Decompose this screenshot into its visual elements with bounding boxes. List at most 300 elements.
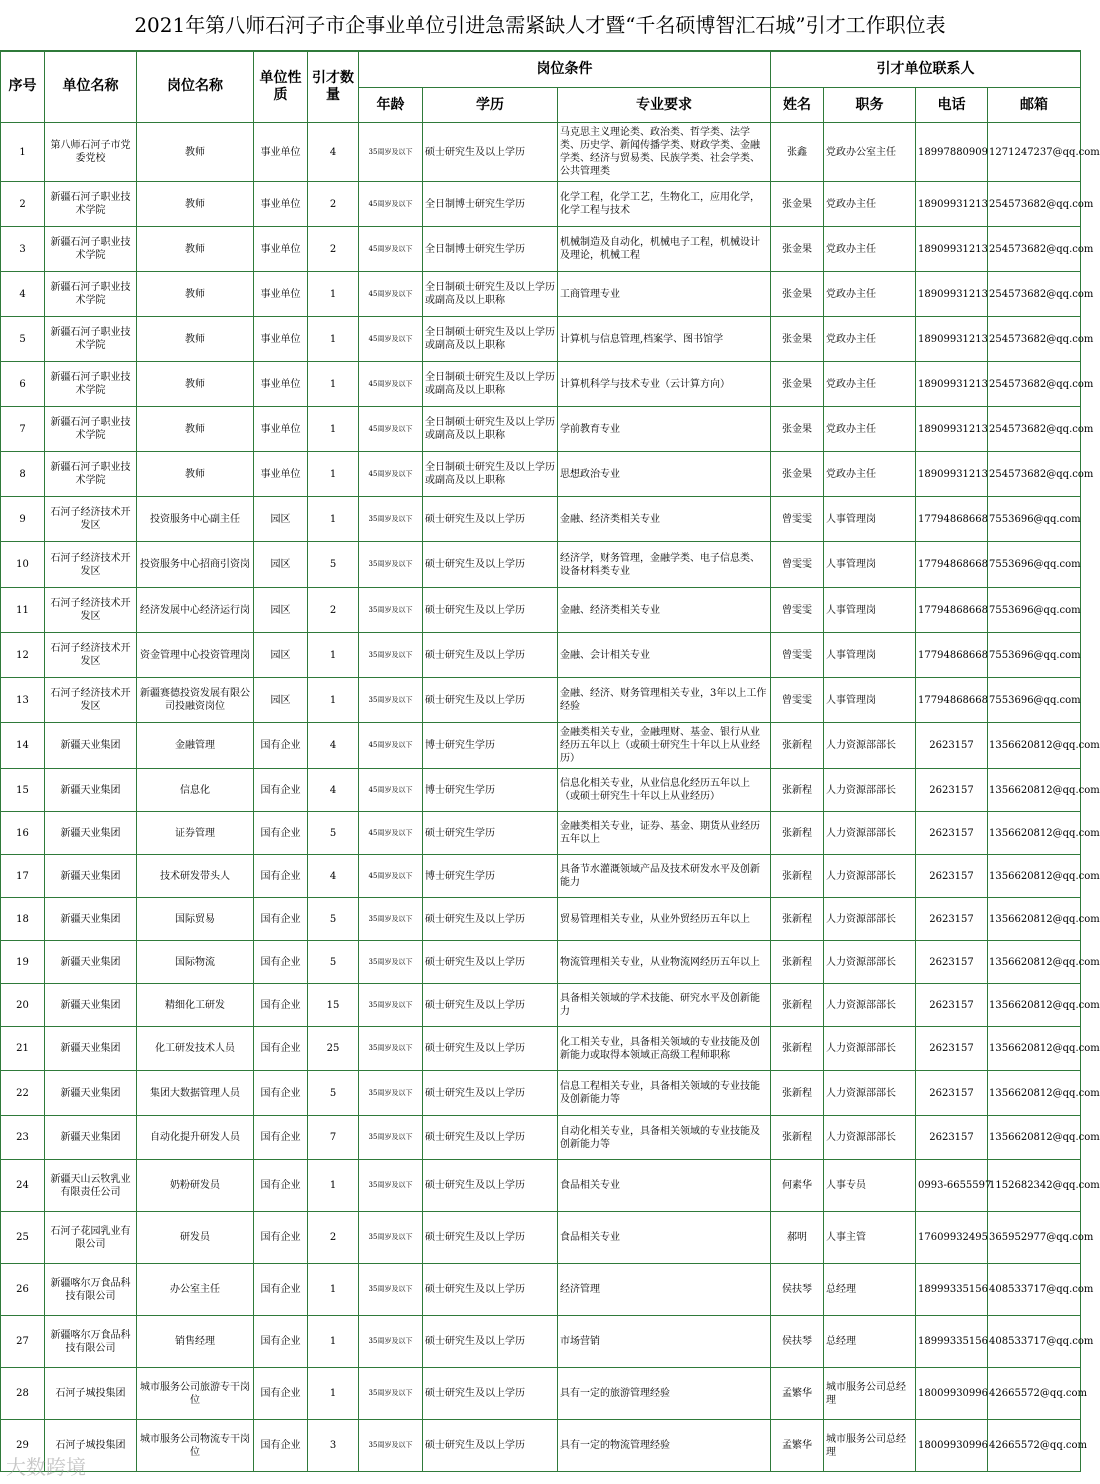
cell-seq: 26 (1, 1264, 45, 1316)
cell-edu: 硕士研究生及以上学历 (423, 898, 558, 941)
cell-name: 张新程 (771, 941, 824, 984)
cell-duty: 党政办主任 (824, 227, 916, 272)
cell-seq: 27 (1, 1316, 45, 1368)
cell-seq: 11 (1, 588, 45, 633)
cell-nature: 事业单位 (254, 407, 308, 452)
table-row (1, 1264, 1081, 1316)
cell-post: 自动化提升研发人员 (137, 1116, 254, 1160)
cell-unit: 新疆石河子职业技术学院 (45, 182, 137, 227)
header-conditions: 岗位条件 (359, 51, 771, 88)
cell-unit: 新疆天业集团 (45, 812, 137, 855)
cell-edu: 硕士研究生及以上学历 (423, 1071, 558, 1116)
cell-edu: 硕士研究生及以上学历 (423, 588, 558, 633)
cell-seq: 18 (1, 898, 45, 941)
cell-major: 经济管理 (558, 1264, 771, 1316)
table-body (1, 123, 1100, 1472)
cell-count: 2 (308, 227, 359, 272)
cell-edu: 硕士研究生及以上学历 (423, 1027, 558, 1071)
cell-name: 张新程 (771, 984, 824, 1027)
cell-count: 5 (308, 941, 359, 984)
header-age: 年龄 (359, 88, 423, 123)
cell-email: 1356620812@qq.com (988, 984, 1081, 1027)
cell-seq: 21 (1, 1027, 45, 1071)
cell-age: 35周岁及以下 (359, 1316, 423, 1368)
cell-seq: 23 (1, 1116, 45, 1160)
cell-major: 学前教育专业 (558, 407, 771, 452)
table-row (1, 1212, 1081, 1264)
cell-major: 金融、经济类相关专业 (558, 588, 771, 633)
cell-duty: 城市服务公司总经理 (824, 1368, 916, 1420)
table-row (1, 407, 1081, 452)
cell-post: 城市服务公司旅游专干岗位 (137, 1368, 254, 1420)
cell-post: 办公室主任 (137, 1264, 254, 1316)
cell-post: 教师 (137, 272, 254, 317)
cell-phone: 2623157 (916, 855, 988, 898)
cell-nature: 园区 (254, 678, 308, 723)
cell-count: 2 (308, 588, 359, 633)
cell-age: 45周岁及以下 (359, 452, 423, 497)
table-row (1, 317, 1081, 362)
cell-unit: 石河子经济技术开发区 (45, 678, 137, 723)
cell-edu: 硕士研究生及以上学历 (423, 497, 558, 542)
cell-edu: 硕士研究生及以上学历 (423, 1316, 558, 1368)
cell-email: 254573682@qq.com (988, 317, 1081, 362)
cell-seq: 6 (1, 362, 45, 407)
cell-major: 贸易管理相关专业，从业外贸经历五年以上 (558, 898, 771, 941)
cell-age: 45周岁及以下 (359, 182, 423, 227)
cell-name: 张新程 (771, 855, 824, 898)
cell-edu: 硕士研究生及以上学历 (423, 941, 558, 984)
cell-name: 张金果 (771, 407, 824, 452)
cell-seq: 24 (1, 1160, 45, 1212)
cell-unit: 新疆天业集团 (45, 1071, 137, 1116)
cell-post: 新疆赛德投资发展有限公司投融资岗位 (137, 678, 254, 723)
cell-post: 国际贸易 (137, 898, 254, 941)
cell-duty: 人事专员 (824, 1160, 916, 1212)
cell-phone: 18909931213 (916, 227, 988, 272)
cell-nature: 国有企业 (254, 941, 308, 984)
cell-email: 1356620812@qq.com (988, 1071, 1081, 1116)
cell-phone: 2623157 (916, 941, 988, 984)
cell-major: 信息化相关专业，从业信息化经历五年以上（或硕士研究生十年以上从业经历） (558, 769, 771, 812)
cell-unit: 新疆天业集团 (45, 855, 137, 898)
cell-phone: 2623157 (916, 1116, 988, 1160)
cell-major: 计算机科学与技术专业（云计算方向） (558, 362, 771, 407)
cell-nature: 国有企业 (254, 1316, 308, 1368)
cell-age: 35周岁及以下 (359, 1420, 423, 1472)
header-contact: 引才单位联系人 (771, 51, 1081, 88)
cell-phone: 18999335156 (916, 1316, 988, 1368)
table-row (1, 898, 1081, 941)
cell-count: 5 (308, 898, 359, 941)
cell-count: 1 (308, 1160, 359, 1212)
cell-email: 1356620812@qq.com (988, 1027, 1081, 1071)
cell-major: 自动化相关专业，具备相关领域的专业技能及创新能力等 (558, 1116, 771, 1160)
cell-age: 35周岁及以下 (359, 1027, 423, 1071)
cell-duty: 人事管理岗 (824, 678, 916, 723)
cell-major: 具备相关领域的学术技能、研究水平及创新能力 (558, 984, 771, 1027)
cell-phone: 18997880909 (916, 123, 988, 182)
cell-unit: 新疆天业集团 (45, 984, 137, 1027)
cell-nature: 国有企业 (254, 1420, 308, 1472)
cell-post: 研发员 (137, 1212, 254, 1264)
cell-name: 张金果 (771, 452, 824, 497)
cell-post: 投资服务中心招商引资岗 (137, 542, 254, 588)
cell-duty: 人力资源部部长 (824, 855, 916, 898)
cell-duty: 人力资源部部长 (824, 898, 916, 941)
table-row (1, 542, 1081, 588)
cell-name: 孟繁华 (771, 1420, 824, 1472)
cell-phone: 2623157 (916, 1027, 988, 1071)
table-row (1, 1368, 1081, 1420)
cell-unit: 新疆天业集团 (45, 1116, 137, 1160)
cell-count: 1 (308, 633, 359, 678)
cell-seq: 13 (1, 678, 45, 723)
cell-phone: 2623157 (916, 984, 988, 1027)
cell-phone: 18909931213 (916, 182, 988, 227)
cell-post: 精细化工研发 (137, 984, 254, 1027)
header-count: 引才数量 (308, 51, 359, 123)
cell-nature: 国有企业 (254, 769, 308, 812)
cell-age: 35周岁及以下 (359, 1212, 423, 1264)
cell-seq: 4 (1, 272, 45, 317)
cell-age: 45周岁及以下 (359, 812, 423, 855)
cell-email: 1152682342@qq.com (988, 1160, 1081, 1212)
cell-edu: 硕士研究生及以上学历 (423, 1264, 558, 1316)
cell-edu: 硕士研究生及以上学历 (423, 633, 558, 678)
cell-post: 教师 (137, 123, 254, 182)
cell-seq: 1 (1, 123, 45, 182)
page-title: 2021年第八师石河子市企事业单位引进急需紧缺人才暨“千名硕博智汇石城”引才工作职位表 (0, 0, 1080, 52)
cell-nature: 国有企业 (254, 1027, 308, 1071)
cell-major: 思想政治专业 (558, 452, 771, 497)
cell-count: 1 (308, 678, 359, 723)
cell-nature: 国有企业 (254, 855, 308, 898)
table-row (1, 812, 1081, 855)
cell-age: 35周岁及以下 (359, 1368, 423, 1420)
table-row (1, 227, 1081, 272)
cell-duty: 党政办主任 (824, 362, 916, 407)
cell-email: 1356620812@qq.com (988, 769, 1081, 812)
table-row (1, 362, 1081, 407)
cell-count: 4 (308, 855, 359, 898)
cell-seq: 12 (1, 633, 45, 678)
cell-unit: 石河子经济技术开发区 (45, 633, 137, 678)
cell-count: 1 (308, 1264, 359, 1316)
cell-age: 45周岁及以下 (359, 407, 423, 452)
cell-major: 金融、经济类相关专业 (558, 497, 771, 542)
cell-email: 254573682@qq.com (988, 182, 1081, 227)
cell-major: 食品相关专业 (558, 1212, 771, 1264)
table-row (1, 497, 1081, 542)
cell-count: 1 (308, 497, 359, 542)
cell-nature: 事业单位 (254, 123, 308, 182)
cell-post: 教师 (137, 317, 254, 362)
cell-name: 张新程 (771, 1071, 824, 1116)
cell-email: 1356620812@qq.com (988, 1116, 1081, 1160)
cell-email: 365952977@qq.com (988, 1212, 1081, 1264)
cell-seq: 20 (1, 984, 45, 1027)
cell-name: 张金果 (771, 317, 824, 362)
table-row (1, 1027, 1081, 1071)
cell-count: 5 (308, 542, 359, 588)
cell-name: 张金果 (771, 182, 824, 227)
cell-name: 曾雯雯 (771, 542, 824, 588)
cell-count: 1 (308, 452, 359, 497)
cell-age: 35周岁及以下 (359, 984, 423, 1027)
cell-edu: 硕士研究生及以上学历 (423, 123, 558, 182)
cell-phone: 2623157 (916, 812, 988, 855)
cell-seq: 7 (1, 407, 45, 452)
cell-nature: 国有企业 (254, 1160, 308, 1212)
cell-post: 技术研发带头人 (137, 855, 254, 898)
cell-email: 408533717@qq.com (988, 1316, 1081, 1368)
cell-email: 1356620812@qq.com (988, 812, 1081, 855)
cell-name: 侯扶琴 (771, 1264, 824, 1316)
cell-unit: 新疆天业集团 (45, 898, 137, 941)
header-name: 姓名 (771, 88, 824, 123)
cell-count: 1 (308, 272, 359, 317)
cell-count: 2 (308, 1212, 359, 1264)
cell-name: 郝明 (771, 1212, 824, 1264)
cell-age: 35周岁及以下 (359, 588, 423, 633)
cell-age: 35周岁及以下 (359, 1071, 423, 1116)
header-unit: 单位名称 (45, 51, 137, 123)
header-edu: 学历 (423, 88, 558, 123)
cell-duty: 人事管理岗 (824, 542, 916, 588)
cell-phone: 18909931213 (916, 272, 988, 317)
cell-post: 教师 (137, 362, 254, 407)
cell-age: 35周岁及以下 (359, 633, 423, 678)
cell-count: 7 (308, 1116, 359, 1160)
cell-unit: 新疆石河子职业技术学院 (45, 227, 137, 272)
cell-duty: 党政办主任 (824, 407, 916, 452)
cell-nature: 国有企业 (254, 984, 308, 1027)
cell-age: 35周岁及以下 (359, 123, 423, 182)
cell-age: 35周岁及以下 (359, 1160, 423, 1212)
cell-count: 15 (308, 984, 359, 1027)
cell-duty: 党政办主任 (824, 452, 916, 497)
cell-name: 张新程 (771, 898, 824, 941)
cell-email: 1356620812@qq.com (988, 855, 1081, 898)
cell-phone: 2623157 (916, 1071, 988, 1116)
cell-seq: 29 (1, 1420, 45, 1472)
cell-post: 金融管理 (137, 723, 254, 769)
cell-email: 7553696@qq.com (988, 588, 1081, 633)
cell-nature: 园区 (254, 497, 308, 542)
cell-count: 1 (308, 1368, 359, 1420)
cell-phone: 18999335156 (916, 1264, 988, 1316)
cell-post: 信息化 (137, 769, 254, 812)
cell-email: 42665572@qq.com (988, 1368, 1081, 1420)
cell-post: 教师 (137, 227, 254, 272)
cell-count: 1 (308, 362, 359, 407)
cell-edu: 博士研究生学历 (423, 769, 558, 812)
cell-unit: 新疆石河子职业技术学院 (45, 317, 137, 362)
cell-seq: 10 (1, 542, 45, 588)
cell-major: 具备节水灌溉领域产品及技术研发水平及创新能力 (558, 855, 771, 898)
cell-seq: 9 (1, 497, 45, 542)
cell-edu: 硕士研究生及以上学历 (423, 1160, 558, 1212)
cell-count: 1 (308, 407, 359, 452)
cell-edu: 全日制硕士研究生及以上学历或副高及以上职称 (423, 362, 558, 407)
cell-unit: 第八师石河子市党委党校 (45, 123, 137, 182)
cell-edu: 全日制硕士研究生及以上学历或副高及以上职称 (423, 452, 558, 497)
cell-major: 市场营销 (558, 1316, 771, 1368)
cell-edu: 全日制博士研究生学历 (423, 182, 558, 227)
cell-phone: 17794868668 (916, 497, 988, 542)
cell-age: 45周岁及以下 (359, 769, 423, 812)
cell-phone: 17609932495 (916, 1212, 988, 1264)
cell-phone: 18909931213 (916, 452, 988, 497)
cell-duty: 党政办公室主任 (824, 123, 916, 182)
cell-name: 侯扶琴 (771, 1316, 824, 1368)
cell-duty: 总经理 (824, 1264, 916, 1316)
cell-age: 35周岁及以下 (359, 497, 423, 542)
cell-seq: 16 (1, 812, 45, 855)
cell-age: 45周岁及以下 (359, 362, 423, 407)
cell-edu: 硕士研究生及以上学历 (423, 678, 558, 723)
cell-duty: 人力资源部部长 (824, 723, 916, 769)
cell-count: 1 (308, 1316, 359, 1368)
table-row (1, 272, 1081, 317)
cell-unit: 石河子花园乳业有限公司 (45, 1212, 137, 1264)
cell-edu: 硕士研究生及以上学历 (423, 542, 558, 588)
cell-duty: 人事主管 (824, 1212, 916, 1264)
table-row (1, 1116, 1081, 1160)
cell-nature: 事业单位 (254, 362, 308, 407)
cell-age: 45周岁及以下 (359, 227, 423, 272)
cell-duty: 人事管理岗 (824, 497, 916, 542)
cell-count: 5 (308, 812, 359, 855)
cell-age: 45周岁及以下 (359, 317, 423, 362)
cell-nature: 事业单位 (254, 272, 308, 317)
cell-major: 金融、经济、财务管理相关专业，3年以上工作经验 (558, 678, 771, 723)
header-major: 专业要求 (558, 88, 771, 123)
cell-post: 城市服务公司物流专干岗位 (137, 1420, 254, 1472)
header-nature: 单位性质 (254, 51, 308, 123)
cell-seq: 5 (1, 317, 45, 362)
cell-phone: 18009930996 (916, 1420, 988, 1472)
cell-duty: 党政办主任 (824, 317, 916, 362)
cell-email: 254573682@qq.com (988, 227, 1081, 272)
cell-name: 何素华 (771, 1160, 824, 1212)
cell-name: 张金果 (771, 272, 824, 317)
cell-email: 254573682@qq.com (988, 407, 1081, 452)
cell-unit: 新疆天业集团 (45, 941, 137, 984)
table-row (1, 678, 1081, 723)
cell-age: 35周岁及以下 (359, 542, 423, 588)
cell-edu: 博士研究生学历 (423, 855, 558, 898)
cell-nature: 国有企业 (254, 1116, 308, 1160)
cell-count: 4 (308, 769, 359, 812)
cell-major: 工商管理专业 (558, 272, 771, 317)
cell-age: 45周岁及以下 (359, 855, 423, 898)
cell-name: 张鑫 (771, 123, 824, 182)
cell-name: 张新程 (771, 1116, 824, 1160)
cell-duty: 党政办主任 (824, 182, 916, 227)
cell-major: 物流管理相关专业，从业物流网经历五年以上 (558, 941, 771, 984)
cell-nature: 国有企业 (254, 1368, 308, 1420)
cell-edu: 硕士研究生及以上学历 (423, 1368, 558, 1420)
cell-name: 孟繁华 (771, 1368, 824, 1420)
cell-edu: 全日制硕士研究生及以上学历或副高及以上职称 (423, 272, 558, 317)
cell-unit: 新疆石河子职业技术学院 (45, 272, 137, 317)
cell-phone: 18909931213 (916, 317, 988, 362)
cell-email: 1356620812@qq.com (988, 941, 1081, 984)
cell-post: 销售经理 (137, 1316, 254, 1368)
table-row (1, 633, 1081, 678)
cell-email: 7553696@qq.com (988, 633, 1081, 678)
cell-major: 化工相关专业，具备相关领域的专业技能及创新能力或取得本领域正高级工程师职称 (558, 1027, 771, 1071)
cell-edu: 全日制硕士研究生及以上学历或副高及以上职称 (423, 317, 558, 362)
cell-edu: 硕士研究生学历 (423, 812, 558, 855)
cell-seq: 15 (1, 769, 45, 812)
cell-post: 奶粉研发员 (137, 1160, 254, 1212)
cell-phone: 18009930996 (916, 1368, 988, 1420)
table-row (1, 452, 1081, 497)
cell-email: 7553696@qq.com (988, 678, 1081, 723)
cell-phone: 17794868668 (916, 542, 988, 588)
cell-edu: 硕士研究生及以上学历 (423, 1420, 558, 1472)
cell-duty: 人力资源部部长 (824, 1027, 916, 1071)
cell-nature: 事业单位 (254, 227, 308, 272)
cell-nature: 园区 (254, 588, 308, 633)
cell-major: 机械制造及自动化，机械电子工程，机械设计及理论，机械工程 (558, 227, 771, 272)
cell-count: 5 (308, 1071, 359, 1116)
cell-nature: 国有企业 (254, 812, 308, 855)
cell-phone: 17794868668 (916, 588, 988, 633)
cell-phone: 17794868668 (916, 633, 988, 678)
cell-duty: 人力资源部部长 (824, 984, 916, 1027)
cell-edu: 博士研究生学历 (423, 723, 558, 769)
watermark: 大数跨境 (6, 1455, 86, 1479)
cell-duty: 人力资源部部长 (824, 1071, 916, 1116)
cell-count: 3 (308, 1420, 359, 1472)
cell-seq: 8 (1, 452, 45, 497)
header-duty: 职务 (824, 88, 916, 123)
table-row (1, 1071, 1081, 1116)
cell-duty: 总经理 (824, 1316, 916, 1368)
cell-age: 35周岁及以下 (359, 678, 423, 723)
cell-seq: 19 (1, 941, 45, 984)
cell-post: 证券管理 (137, 812, 254, 855)
cell-unit: 石河子经济技术开发区 (45, 542, 137, 588)
cell-edu: 全日制博士研究生学历 (423, 227, 558, 272)
cell-edu: 全日制硕士研究生及以上学历或副高及以上职称 (423, 407, 558, 452)
cell-seq: 28 (1, 1368, 45, 1420)
cell-seq: 2 (1, 182, 45, 227)
cell-email: 408533717@qq.com (988, 1264, 1081, 1316)
cell-post: 集团大数据管理人员 (137, 1071, 254, 1116)
cell-email: 254573682@qq.com (988, 362, 1081, 407)
cell-unit: 新疆天业集团 (45, 723, 137, 769)
table-row (1, 984, 1081, 1027)
cell-unit: 新疆石河子职业技术学院 (45, 407, 137, 452)
cell-post: 教师 (137, 182, 254, 227)
cell-email: 254573682@qq.com (988, 272, 1081, 317)
cell-duty: 人事管理岗 (824, 588, 916, 633)
table-row (1, 182, 1081, 227)
cell-duty: 人力资源部部长 (824, 769, 916, 812)
cell-seq: 14 (1, 723, 45, 769)
cell-phone: 0993-6655597 (916, 1160, 988, 1212)
cell-major: 计算机与信息管理,档案学、图书馆学 (558, 317, 771, 362)
cell-edu: 硕士研究生及以上学历 (423, 1212, 558, 1264)
cell-nature: 国有企业 (254, 1264, 308, 1316)
cell-count: 4 (308, 723, 359, 769)
cell-name: 曾雯雯 (771, 633, 824, 678)
